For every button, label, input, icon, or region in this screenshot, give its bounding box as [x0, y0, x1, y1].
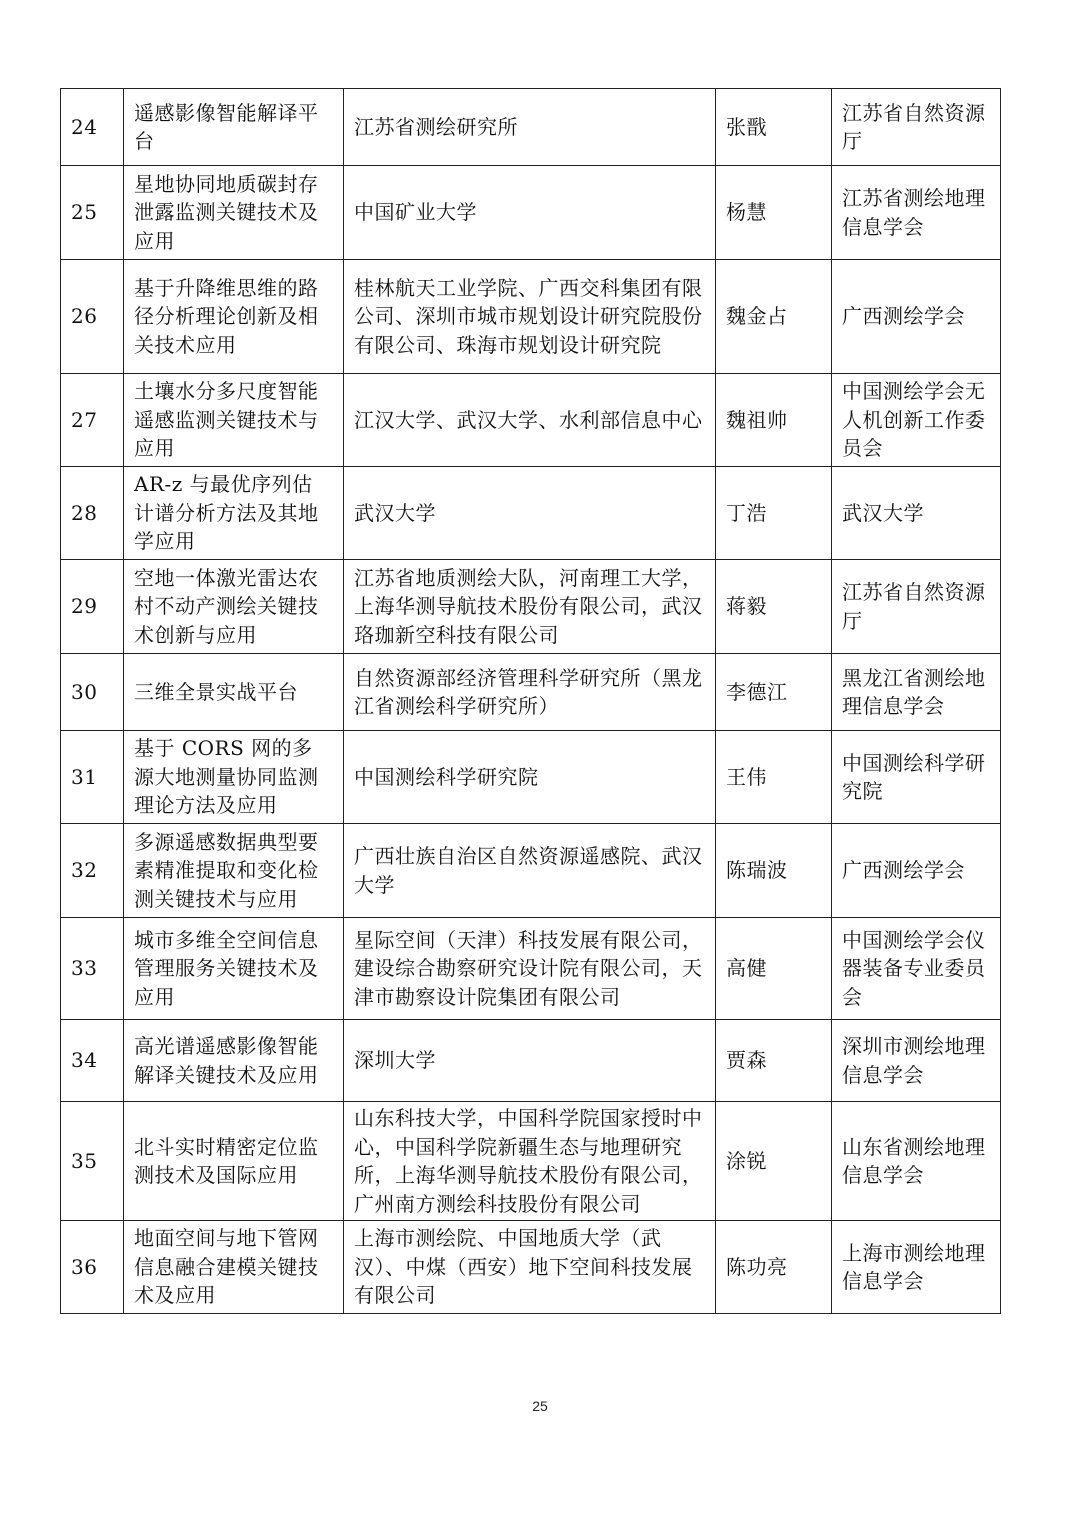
- recommender: 广西测绘学会: [832, 824, 1001, 918]
- person: 魏祖帅: [716, 374, 832, 467]
- person: 陈功亮: [716, 1221, 832, 1314]
- row-number: 26: [61, 260, 124, 374]
- table-row: [61, 1221, 1001, 1314]
- person: 涂锐: [716, 1102, 832, 1221]
- person: 王伟: [716, 731, 832, 824]
- table-row: [61, 654, 1001, 731]
- project-name: 基于升降维思维的路径分析理论创新及相关技术应用: [124, 260, 344, 374]
- project-name: 遥感影像智能解译平台: [124, 89, 344, 166]
- person: 李德江: [716, 654, 832, 731]
- project-name: 土壤水分多尺度智能遥感监测关键技术与应用: [124, 374, 344, 467]
- row-number: 31: [61, 731, 124, 824]
- person: 丁浩: [716, 467, 832, 560]
- project-name: 基于 CORS 网的多源大地测量协同监测理论方法及应用: [124, 731, 344, 824]
- row-number: 36: [61, 1221, 124, 1314]
- person: 贾森: [716, 1020, 832, 1102]
- row-number: 32: [61, 824, 124, 918]
- person: 蒋毅: [716, 560, 832, 654]
- row-number: 33: [61, 918, 124, 1020]
- recommender: 中国测绘学会无人机创新工作委员会: [832, 374, 1001, 467]
- row-number: 25: [61, 166, 124, 260]
- recommender: 广西测绘学会: [832, 260, 1001, 374]
- person: 陈瑞波: [716, 824, 832, 918]
- row-number: 24: [61, 89, 124, 166]
- person: 杨慧: [716, 166, 832, 260]
- organization: 深圳大学: [344, 1020, 716, 1102]
- organization: 中国测绘科学研究院: [344, 731, 716, 824]
- organization: 自然资源部经济管理科学研究所（黑龙江省测绘科学研究所）: [344, 654, 716, 731]
- recommender: 上海市测绘地理信息学会: [832, 1221, 1001, 1314]
- row-number: 29: [61, 560, 124, 654]
- organization: 江汉大学、武汉大学、水利部信息中心: [344, 374, 716, 467]
- person: 张戬: [716, 89, 832, 166]
- project-name: 星地协同地质碳封存泄露监测关键技术及应用: [124, 166, 344, 260]
- recommender: 中国测绘学会仪器装备专业委员会: [832, 918, 1001, 1020]
- organization: 山东科技大学，中国科学院国家授时中心，中国科学院新疆生态与地理研究所，上海华测导航技术股份有限公司，广州南方测绘科技股份有限公司: [344, 1102, 716, 1221]
- recommender: 中国测绘科学研究院: [832, 731, 1001, 824]
- organization: 星际空间（天津）科技发展有限公司，建设综合勘察研究设计院有限公司，天津市勘察设计院集团有限公司: [344, 918, 716, 1020]
- organization: 江苏省测绘研究所: [344, 89, 716, 166]
- project-name: 高光谱遥感影像智能解译关键技术及应用: [124, 1020, 344, 1102]
- person: 魏金占: [716, 260, 832, 374]
- row-number: 30: [61, 654, 124, 731]
- table-row: [61, 374, 1001, 467]
- table-row: [61, 560, 1001, 654]
- recommender: 深圳市测绘地理信息学会: [832, 1020, 1001, 1102]
- project-table: [60, 88, 1001, 1314]
- row-number: 34: [61, 1020, 124, 1102]
- recommender: 江苏省测绘地理信息学会: [832, 166, 1001, 260]
- row-number: 27: [61, 374, 124, 467]
- table-row: [61, 731, 1001, 824]
- recommender: 江苏省自然资源厅: [832, 560, 1001, 654]
- project-name: 城市多维全空间信息管理服务关键技术及应用: [124, 918, 344, 1020]
- organization: 江苏省地质测绘大队，河南理工大学，上海华测导航技术股份有限公司，武汉珞珈新空科技有限公司: [344, 560, 716, 654]
- table-row: [61, 467, 1001, 560]
- row-number: 28: [61, 467, 124, 560]
- table-row: [61, 1102, 1001, 1221]
- project-name: 空地一体激光雷达农村不动产测绘关键技术创新与应用: [124, 560, 344, 654]
- recommender: 黑龙江省测绘地理信息学会: [832, 654, 1001, 731]
- recommender: 山东省测绘地理信息学会: [832, 1102, 1001, 1221]
- organization: 桂林航天工业学院、广西交科集团有限公司、深圳市城市规划设计研究院股份有限公司、珠海市规划设计研究院: [344, 260, 716, 374]
- organization: 上海市测绘院、中国地质大学（武汉）、中煤（西安）地下空间科技发展有限公司: [344, 1221, 716, 1314]
- row-number: 35: [61, 1102, 124, 1221]
- table-row: [61, 89, 1001, 166]
- table-row: [61, 918, 1001, 1020]
- table-row: [61, 1020, 1001, 1102]
- project-name: 北斗实时精密定位监测技术及国际应用: [124, 1102, 344, 1221]
- organization: 武汉大学: [344, 467, 716, 560]
- organization: 中国矿业大学: [344, 166, 716, 260]
- organization: 广西壮族自治区自然资源遥感院、武汉大学: [344, 824, 716, 918]
- page-number: 25: [532, 1398, 548, 1414]
- table-row: [61, 824, 1001, 918]
- table-row: [61, 260, 1001, 374]
- project-name: 地面空间与地下管网信息融合建模关键技术及应用: [124, 1221, 344, 1314]
- project-name: 三维全景实战平台: [124, 654, 344, 731]
- recommender: 武汉大学: [832, 467, 1001, 560]
- person: 高健: [716, 918, 832, 1020]
- table-row: [61, 166, 1001, 260]
- project-name: 多源遥感数据典型要素精准提取和变化检测关键技术与应用: [124, 824, 344, 918]
- recommender: 江苏省自然资源厅: [832, 89, 1001, 166]
- project-name: AR-z 与最优序列估计谱分析方法及其地学应用: [124, 467, 344, 560]
